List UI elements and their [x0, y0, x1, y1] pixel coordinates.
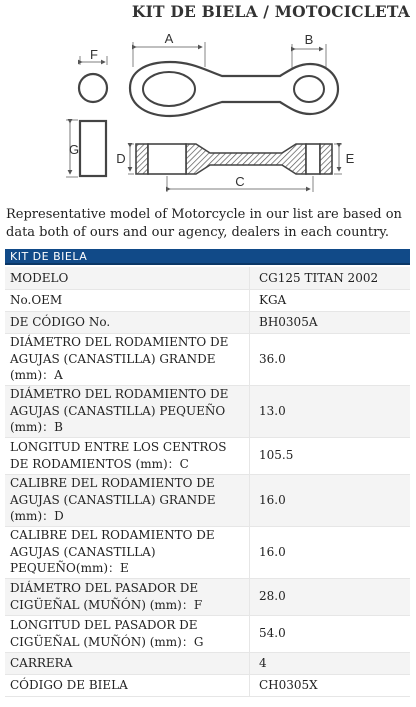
label-f: F	[90, 47, 98, 62]
spec-label: DIÁMETRO DEL RODAMIENTO DE AGUJAS (CANASTILLA) PEQUEÑO (mm)：B	[5, 385, 250, 437]
spec-value: CH0305X	[250, 674, 411, 696]
label-d: D	[116, 151, 126, 166]
page-title: KIT DE BIELA / MOTOCICLETA	[131, 2, 410, 21]
spec-value: 105.5	[250, 437, 411, 474]
spec-value: 16.0	[250, 474, 411, 526]
spec-label: DIÁMETRO DEL RODAMIENTO DE AGUJAS (CANASTILLA) GRANDE (mm)：A	[5, 333, 250, 385]
table-row	[5, 578, 410, 615]
table-row	[5, 526, 410, 578]
crank-pin-side-view	[66, 120, 106, 177]
label-e: E	[345, 151, 355, 166]
spec-value: BH0305A	[250, 311, 411, 333]
table-row	[5, 652, 410, 674]
table-row	[5, 267, 410, 289]
crank-pin-top-view	[79, 47, 107, 102]
table-row	[5, 674, 410, 696]
rod-side-view	[116, 144, 354, 192]
label-g: G	[68, 142, 80, 157]
spec-value: 28.0	[250, 578, 411, 615]
spec-value: 13.0	[250, 385, 411, 437]
label-b: B	[304, 32, 314, 47]
spec-label: CARRERA	[5, 652, 250, 674]
table-row	[5, 289, 410, 311]
rod-top-view	[130, 31, 338, 116]
table-row	[5, 474, 410, 526]
spec-label: LONGITUD DEL PASADOR DE CIGÜEÑAL (MUÑÓN) (mm)：G	[5, 615, 250, 652]
connecting-rod-diagram	[0, 22, 416, 200]
spec-label: MODELO	[5, 267, 250, 289]
table-header: KIT DE BIELA	[5, 249, 410, 265]
label-a: A	[164, 31, 174, 46]
table-row	[5, 437, 410, 474]
spec-label: CÓDIGO DE BIELA	[5, 674, 250, 696]
spec-label: CALIBRE DEL RODAMIENTO DE AGUJAS (CANASTILLA) PEQUEÑO(mm)：E	[5, 526, 250, 578]
description-text: Representative model of Motorcycle in our list are based on data both of ours and our agency, dealers in each country.	[6, 207, 402, 240]
table-row	[5, 311, 410, 333]
spec-value: 16.0	[250, 526, 411, 578]
label-c: C	[235, 174, 245, 189]
spec-value: CG125 TITAN 2002	[250, 267, 411, 289]
spec-label: No.OEM	[5, 289, 250, 311]
spec-value: 54.0	[250, 615, 411, 652]
spec-label: CALIBRE DEL RODAMIENTO DE AGUJAS (CANASTILLA) GRANDE (mm)：D	[5, 474, 250, 526]
spec-value: 4	[250, 652, 411, 674]
spec-value: KGA	[250, 289, 411, 311]
spec-label: DE CÓDIGO No.	[5, 311, 250, 333]
spec-label: DIÁMETRO DEL PASADOR DE CIGÜEÑAL (MUÑÓN) (mm)：F	[5, 578, 250, 615]
table-row	[5, 385, 410, 437]
table-row	[5, 615, 410, 652]
spec-value: 36.0	[250, 333, 411, 385]
table-row	[5, 333, 410, 385]
specs-table	[5, 267, 410, 697]
spec-label: LONGITUD ENTRE LOS CENTROS DE RODAMIENTOS (mm)：C	[5, 437, 250, 474]
